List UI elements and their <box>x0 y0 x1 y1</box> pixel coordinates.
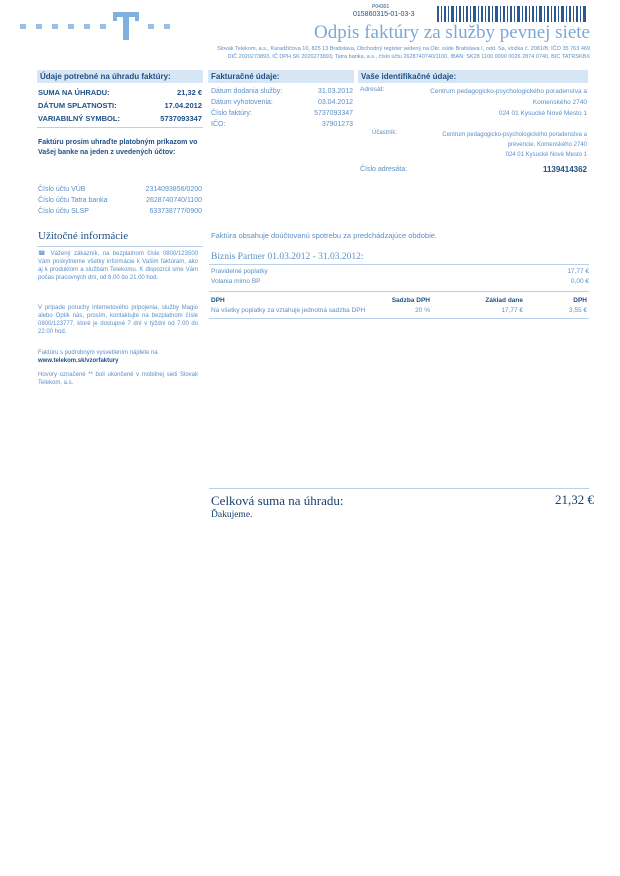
vat-header-vat: DPH <box>573 297 587 304</box>
document-title: Odpis faktúry za služby pevnej siete <box>314 22 590 43</box>
payment-row-due-date <box>38 101 202 110</box>
account-number: 633738777/0900 <box>149 208 202 215</box>
billing-period-title: Biznis Partner 01.03.2012 - 31.03.2012: <box>211 252 364 262</box>
company-info-line-1: Slovak Telekom, a.s., Karadžičova 10, 825 13 Bratislava, Obchodný register vedený na Okr. súde Bratislava I, odd. Sa, vložka č. 2081/B, IČO 35 763 469 <box>217 46 590 52</box>
addressee-block <box>395 86 587 119</box>
billing-item-label: Volania mimo BP <box>211 278 261 285</box>
thank-you-text: Ďakujeme. <box>211 510 253 520</box>
invoice-label: Číslo faktúry: <box>211 110 252 117</box>
participant-block <box>395 130 587 160</box>
billing-item-row <box>211 268 589 275</box>
account-label: Číslo účtu SLSP <box>38 208 89 215</box>
vat-header-base: Základ dane <box>485 297 523 304</box>
info-sample-text: Faktúru s podrobným vysvetlením nájdete na <box>38 350 158 356</box>
info-paragraph-sample <box>38 349 198 365</box>
vat-header-label: DPH <box>211 297 225 304</box>
vat-row-rate: 20 % <box>415 307 430 314</box>
payment-value: 21,32 € <box>176 88 202 97</box>
invoice-row <box>211 88 353 95</box>
invoice-label: IČO: <box>211 121 226 128</box>
addressee-line: Centrum pedagogicko-psychologického poradenstva a <box>430 88 587 95</box>
info-paragraph-outage: V prípade poruchy internetového pripojenia, služby Magio alebo Optik nás, prosím, kontaktujte na bezplatnom čísle 0800/123777, ktoré je dostupné 7 dní v týždni od 7.00 do 22.00 hod. <box>38 305 198 335</box>
account-number: 2314093856/0200 <box>145 186 202 193</box>
payment-label: VARIABILNÝ SYMBOL: <box>38 114 120 123</box>
billing-item-value: 0,00 € <box>570 278 589 285</box>
invoice-value: 37901273 <box>321 121 353 128</box>
participant-label: Účastník: <box>372 130 398 136</box>
info-paragraph-calls: Hovory označené ** boli ukončené v mobilnej sieti Slovak Telekom, a.s. <box>38 372 198 386</box>
payment-label: DÁTUM SPLATNOSTI: <box>38 101 117 110</box>
info-paragraph-hotline: ☎ Vážený zákazník, na bezplatnom čísle 0800/123500 Vám poskytneme všetky informácie k Vašim faktúram, ako aj k produktom a službám Telekomu. K dispozícii sme Vám počas pracovných dní, od 8.00 do 21.00 hod. <box>38 251 198 281</box>
billing-item-label: Pravidelné poplatky <box>211 268 268 275</box>
total-label: Celková suma na úhradu: <box>211 493 344 508</box>
payment-value: 17.04.2012 <box>164 101 202 110</box>
barcode-icon <box>437 6 587 22</box>
addressee-line: Komenského 2740 <box>532 99 587 106</box>
address-number-label: Číslo adresáta: <box>360 166 408 173</box>
divider <box>209 488 589 489</box>
billing-note: Faktúra obsahuje doúčtovanú spotrebu za predchádzajúce obdobie. <box>211 231 437 240</box>
divider <box>37 246 203 247</box>
divider <box>209 318 589 319</box>
divider <box>209 264 589 265</box>
identification-heading: Vaše identifikačné údaje: <box>358 70 588 83</box>
billing-item-row <box>211 278 589 285</box>
account-number: 2628740740/1100 <box>146 197 202 204</box>
invoice-heading: Fakturačné údaje: <box>208 70 354 83</box>
vat-header-rate: Sadzba DPH <box>391 297 430 304</box>
telekom-t-logo-icon <box>113 12 139 40</box>
divider <box>37 127 203 128</box>
barcode-small-code: P04301 <box>372 4 390 10</box>
account-label: Číslo účtu VÚB <box>38 186 86 193</box>
account-row <box>38 197 202 204</box>
participant-line: prevencie, Komenského 2740 <box>507 142 587 148</box>
company-info-line-2: DIČ 2020273893, IČ DPH SK 2020273893, Tatra banka, a.s., číslo účtu 2628740740/1100, IBAN: SK28 1100 0000 0026 2874 0740, BIC TATRSKBX <box>227 54 590 60</box>
payment-row-amount <box>38 88 202 97</box>
vat-row-vat: 3,55 € <box>568 307 587 314</box>
billing-item-value: 17,77 € <box>567 268 589 275</box>
invoice-row <box>211 99 353 106</box>
addressee-line: 024 01 Kysucké Nové Mesto 1 <box>498 110 587 117</box>
total-value: 21,32 € <box>555 492 594 507</box>
invoice-value: 31.03.2012 <box>317 88 353 95</box>
barcode-number: 015860315-01-03-3 <box>353 11 415 18</box>
participant-line: 024 01 Kysucké Nové Mesto 1 <box>505 152 587 158</box>
divider <box>209 291 589 292</box>
useful-info-heading: Užitočné informácie <box>38 230 129 242</box>
telekom-logo-dots <box>20 24 170 32</box>
payment-row-variable-symbol <box>38 114 202 123</box>
payment-heading: Údaje potrebné na úhradu faktúry: <box>37 70 203 83</box>
account-row <box>38 208 202 215</box>
addressee-label: Adresát: <box>360 86 385 93</box>
invoice-label: Dátum dodania služby: <box>211 88 283 95</box>
account-label: Číslo účtu Tatra banka <box>38 197 108 204</box>
invoice-value: 03.04.2012 <box>317 99 353 106</box>
invoice-row <box>211 110 353 117</box>
invoice-label: Dátum vyhotovenia: <box>211 99 273 106</box>
participant-line: Centrum pedagogicko-psychologického poradenstva a <box>442 132 587 138</box>
sample-invoice-link[interactable]: www.telekom.sk/vzorfaktury <box>38 358 119 364</box>
address-number-value: 1139414362 <box>542 165 587 174</box>
payment-instruction: Faktúru prosím uhraďte platobným príkazom vo Vašej banke na jeden z uvedených účtov: <box>38 139 198 156</box>
vat-row-base: 17,77 € <box>501 307 523 314</box>
invoice-value: 5737093347 <box>314 110 353 117</box>
account-row <box>38 186 202 193</box>
payment-label: SUMA NA ÚHRADU: <box>38 88 110 97</box>
payment-value: 5737093347 <box>160 114 202 123</box>
invoice-row <box>211 121 353 128</box>
vat-row-label: Na všetky poplatky za vztahuje jednotná sadzba DPH <box>211 307 366 314</box>
